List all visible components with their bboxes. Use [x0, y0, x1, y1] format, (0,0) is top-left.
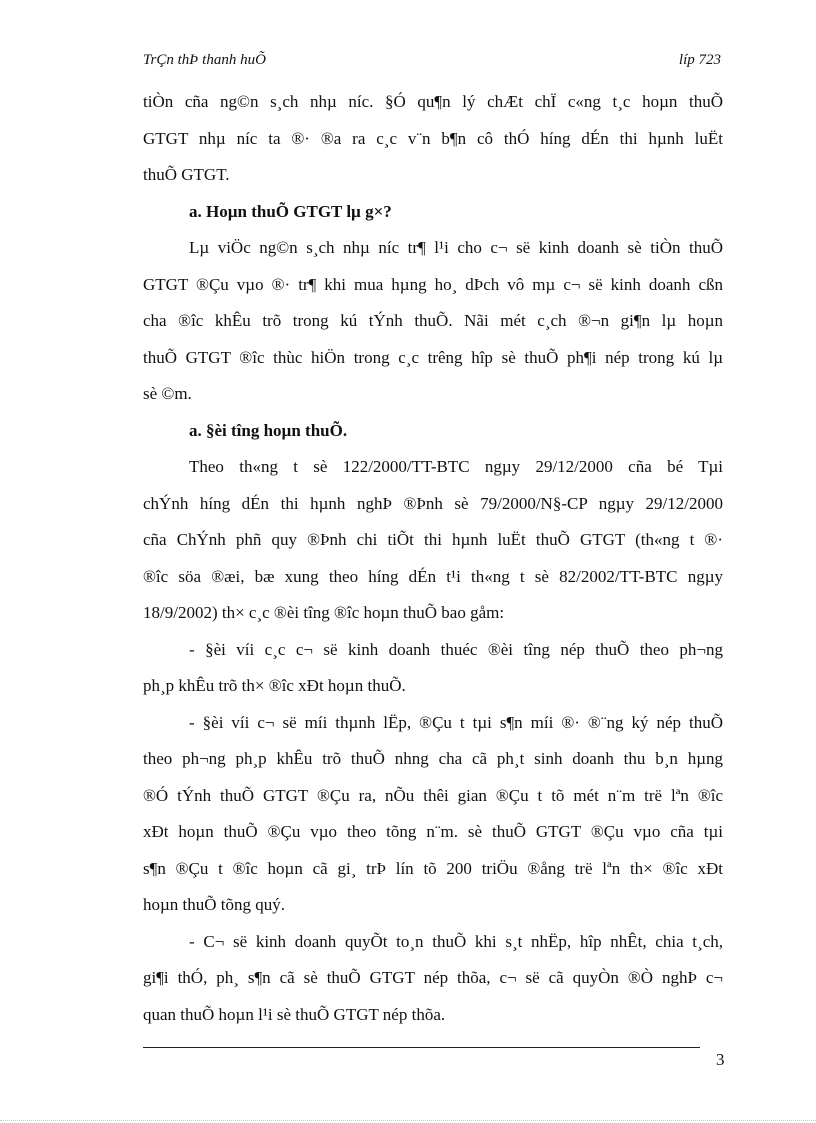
- text-line: chÝnh híng dÉn thi hµnh nghÞ ®Þnh sè 79/2000/N§-CP ngµy 29/12/2000: [143, 493, 723, 513]
- page-header: [143, 52, 721, 74]
- text-line: GTGT nhµ níc ta ®· ®a ra c¸c v¨n b¶n cô thÓ híng dÉn thi hµnh luËt: [143, 128, 723, 148]
- section-heading: a. §èi tîng hoµn thuÕ.: [189, 420, 348, 440]
- text-line: hoµn thuÕ tõng quý.: [143, 895, 286, 914]
- text-line: Theo th«ng t sè 122/2000/TT-BTC ngµy 29/12/2000 cña bé Tµi: [189, 457, 723, 476]
- text-line: 18/9/2002) th× c¸c ®èi tîng ®îc hoµn thuÕ bao gåm:: [143, 603, 505, 622]
- text-line: GTGT ®Çu vµo ®· tr¶ khi mua hµng ho¸ dÞch vô mµ c¬ së kinh doanh cßn: [143, 274, 723, 294]
- text-line: tiÒn cña ng©n s¸ch nhµ níc. §Ó qu¶n lý chÆt chÏ c«ng t¸c hoµn thuÕ: [143, 92, 723, 111]
- footer-divider: [143, 1047, 700, 1048]
- text-line: gi¶i thÓ, ph¸ s¶n cã sè thuÕ GTGT nép thõa, c¬ së cã quyÒn ®Ò nghÞ c¬: [143, 968, 723, 987]
- text-line: ph¸p khÊu trõ th× ®îc xÐt hoµn thuÕ.: [143, 676, 406, 695]
- text-line: thuÕ GTGT.: [143, 165, 230, 184]
- text-line: - C¬ së kinh doanh quyÕt to¸n thuÕ khi s¸t nhËp, hîp nhÊt, chia t¸ch,: [189, 931, 723, 951]
- text-line: ®Ó tÝnh thuÕ GTGT ®Çu ra, nÕu thêi gian ®Çu t tõ mét n¨m trë lªn ®îc: [143, 785, 723, 805]
- text-line: - §èi víi c¸c c¬ së kinh doanh thuéc ®èi tîng nép thuÕ theo ph¬ng: [189, 639, 723, 659]
- header-class: líp 723: [678, 52, 721, 68]
- page-bottom-border: [0, 1120, 816, 1121]
- text-line: - §èi víi c¬ së míi thµnh lËp, ®Çu t tµi s¶n míi ®· ®¨ng ký nép thuÕ: [189, 712, 723, 732]
- text-line: sè ©m.: [143, 384, 192, 403]
- text-line: theo ph¬ng ph¸p khÊu trõ thuÕ nhng cha cã ph¸t sinh doanh thu b¸n hµng: [143, 749, 723, 768]
- text-line: s¶n ®Çu t ®îc hoµn cã gi¸ trÞ lín tõ 200 triÖu ®ång trë lªn th× ®îc xÐt: [143, 858, 723, 878]
- body-text: [143, 84, 723, 1033]
- text-line: cha ®îc khÊu trõ trong kú tÝnh thuÕ. Nãi mét c¸ch ®¬n gi¶n lµ hoµn: [143, 311, 723, 330]
- text-line: cña ChÝnh phñ quy ®Þnh chi tiÕt thi hµnh luËt thuÕ GTGT (th«ng t ®·: [143, 530, 723, 549]
- page-number: 3: [716, 1050, 725, 1069]
- section-heading: a. Hoµn thuÕ GTGT lµ g×?: [189, 201, 392, 221]
- text-line: xÐt hoµn thuÕ ®Çu vµo theo tõng n¨m. sè thuÕ GTGT ®Çu vµo cña tµi: [143, 822, 723, 841]
- text-line: quan thuÕ hoµn l¹i sè thuÕ GTGT nép thõa.: [143, 1004, 446, 1024]
- header-author: TrÇn thÞ thanh huÕ: [143, 52, 266, 68]
- text-line: Lµ viÖc ng©n s¸ch nhµ níc tr¶ l¹i cho c¬ së kinh doanh sè tiÒn thuÕ: [189, 238, 723, 257]
- text-line: ®îc söa ®æi, bæ xung theo híng dÉn t¹i th«ng t sè 82/2002/TT-BTC ngµy: [143, 566, 723, 586]
- text-line: thuÕ GTGT ®îc thùc hiÖn trong c¸c trêng hîp sè thuÕ ph¶i nép trong kú lµ: [143, 347, 723, 367]
